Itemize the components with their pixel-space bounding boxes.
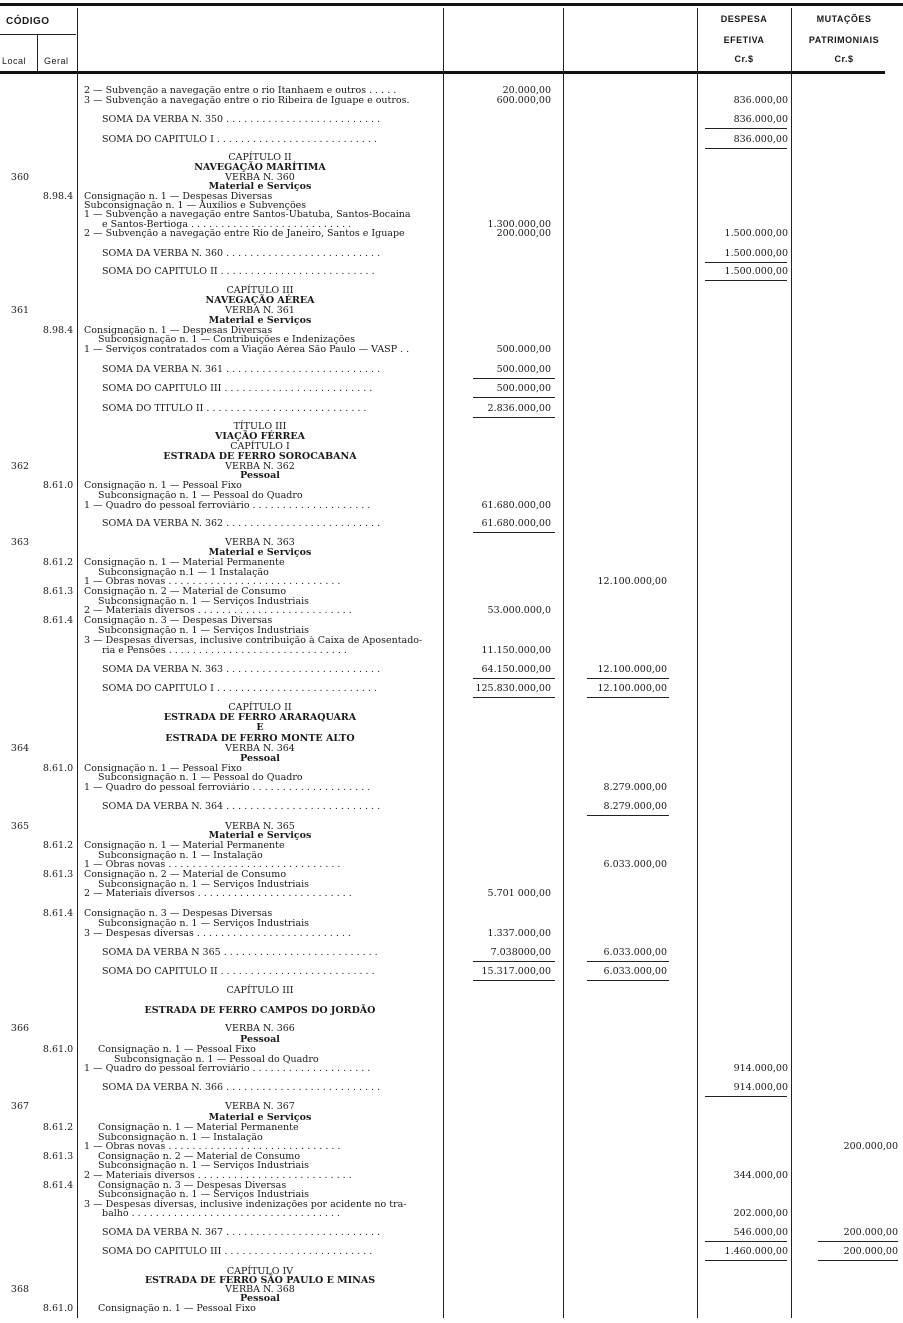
amount-col1: 5.701 000,00 <box>487 888 551 899</box>
line-description: Subconsignação n. 1 — Serviços Industriais <box>98 597 310 607</box>
section-heading: CAPÍTULO I <box>230 441 290 452</box>
subtotal-rule <box>818 1260 898 1261</box>
amount-col3: 914.000,00 <box>733 1063 788 1074</box>
subtotal-label: SOMA DA VERBA N. 363 . . . . . . . . . . . . . . . . . . . . . . . . . . <box>102 665 381 675</box>
rule-desc-col1 <box>443 8 444 1318</box>
section-heading: E <box>256 722 264 733</box>
section-heading: Material e Serviços <box>208 315 312 326</box>
amount-col3: 1.460.000,00 <box>724 1246 788 1257</box>
rule-local-geral <box>37 34 38 71</box>
local-code: 360 <box>10 172 30 183</box>
subtotal-rule <box>473 417 555 418</box>
subtotal-label: SOMA DA VERBA N. 366 . . . . . . . . . . . . . . . . . . . . . . . . . . <box>102 1083 381 1093</box>
subtotal-rule <box>818 1241 898 1242</box>
section-heading: CAPÍTULO IV <box>226 1266 294 1277</box>
amount-col1: 1.337.000,00 <box>487 928 551 939</box>
line-description: 2 — Materiais diversos . . . . . . . . . . . . . . . . . . . . . . . . . . <box>84 606 352 616</box>
amount-col1: 11.150.000,00 <box>481 645 551 656</box>
amount-col3: 836.000,00 <box>733 95 788 106</box>
local-code: 366 <box>10 1023 30 1034</box>
amount-col3: 836.000,00 <box>733 134 788 145</box>
section-heading: Pessoal <box>240 1034 280 1045</box>
despesa-header-currency: Cr.$ <box>734 54 754 64</box>
section-heading: CAPÍTULO II <box>228 702 292 713</box>
subtotal-label: SOMA DA VERBA N. 350 . . . . . . . . . . . . . . . . . . . . . . . . . . <box>102 115 381 125</box>
line-description: 1 — Obras novas . . . . . . . . . . . . . . . . . . . . . . . . . . . . . <box>84 1142 341 1152</box>
geral-code: 8.61.2 <box>42 557 74 568</box>
geral-code: 8.61.2 <box>42 1122 74 1133</box>
line-description: 2 — Subvenção a navegação entre Rio de Janeiro, Santos e Iguape <box>84 229 405 239</box>
line-description: 2 — Materiais diversos . . . . . . . . . . . . . . . . . . . . . . . . . . <box>84 889 352 899</box>
line-description: 1 — Quadro do pessoal ferroviário . . . . . . . . . . . . . . . . . . . . <box>84 1064 371 1074</box>
mutacoes-header-line1: MUTAÇÕES <box>816 14 872 24</box>
amount-col1: 15.317.000,00 <box>481 966 551 977</box>
line-description: Consignação n. 3 — Despesas Diversas <box>84 616 273 626</box>
rule-despesa-mutacoes <box>791 8 792 1318</box>
line-description: Subconsignação n. 1 — Serviços Industriais <box>98 1190 310 1200</box>
subtotal-label: SOMA DO CAPÍTULO II . . . . . . . . . . . . . . . . . . . . . . . . . . <box>102 967 375 977</box>
line-description: 3 — Despesas diversas . . . . . . . . . . . . . . . . . . . . . . . . . . <box>84 929 351 939</box>
subtotal-label: SOMA DA VERBA N. 367 . . . . . . . . . . . . . . . . . . . . . . . . . . <box>102 1228 381 1238</box>
geral-code: 8.61.3 <box>42 1151 74 1162</box>
geral-code: 8.61.4 <box>42 615 74 626</box>
subtotal-rule <box>705 148 787 149</box>
amount-col1: 20.000,00 <box>502 85 551 96</box>
line-description: Consignação n. 1 — Pessoal Fixo <box>98 1304 256 1314</box>
section-heading: VERBA N. 364 <box>225 743 295 754</box>
line-description: Consignação n. 2 — Material de Consumo <box>98 1152 301 1162</box>
line-description: 1 — Subvenção a navegação entre Santos-Ubatuba, Santos-Bocaina <box>84 210 411 220</box>
geral-header: Geral <box>44 56 69 66</box>
geral-code: 8.98.4 <box>42 325 74 336</box>
subtotal-rule <box>473 678 555 679</box>
amount-col3: 344.000,00 <box>733 1170 788 1181</box>
geral-code: 8.61.2 <box>42 840 74 851</box>
line-description: 3 — Subvenção a navegação entre o rio Ribeira de Iguape e outros. <box>84 96 410 106</box>
subtotal-rule <box>473 532 555 533</box>
amount-col1: 61.680.000,00 <box>481 500 551 511</box>
subtotal-label: SOMA DO CAPÍTULO III . . . . . . . . . . . . . . . . . . . . . . . . . <box>102 1247 373 1257</box>
line-description: Subconsignação n.1 — 1 Instalação <box>98 568 269 578</box>
line-description: ria e Pensões . . . . . . . . . . . . . . . . . . . . . . . . . . . . . . <box>102 646 347 656</box>
line-description: Subconsignação n. 1 — Serviços Industriais <box>98 919 310 929</box>
amount-col1: 600.000,00 <box>496 95 551 106</box>
rule-col1-col2 <box>563 8 564 1318</box>
line-description: Subconsignação n. 1 — Contribuições e Indenizações <box>98 335 355 345</box>
mutacoes-header-line2: PATRIMONIAIS <box>808 35 880 45</box>
subtotal-rule <box>587 697 669 698</box>
line-description: 3 — Despesas diversas, inclusive indenizações por acidente no tra- <box>84 1200 407 1210</box>
line-description: Consignação n. 3 — Despesas Diversas <box>98 1181 287 1191</box>
local-code: 362 <box>10 461 30 472</box>
geral-code: 8.61.0 <box>42 763 74 774</box>
section-heading: NAVEGAÇÃO AÉREA <box>205 295 315 306</box>
subtotal-rule <box>705 1260 787 1261</box>
amount-col1: 7.038000,00 <box>490 947 551 958</box>
local-code: 363 <box>10 537 30 548</box>
amount-col2: 6.033.000,00 <box>603 947 667 958</box>
amount-col1: 61.680.000,00 <box>481 518 551 529</box>
line-description: 3 — Despesas diversas, inclusive contribuição à Caixa de Aposentado- <box>84 636 423 646</box>
geral-code: 8.61.0 <box>42 1303 74 1314</box>
rule-col2-despesa <box>697 8 698 1318</box>
line-description: Consignação n. 1 — Pessoal Fixo <box>84 481 242 491</box>
subtotal-label: SOMA DO CAPÍTULO II . . . . . . . . . . . . . . . . . . . . . . . . . . <box>102 267 375 277</box>
line-description: 1 — Obras novas . . . . . . . . . . . . . . . . . . . . . . . . . . . . . <box>84 860 341 870</box>
subtotal-rule <box>705 1241 787 1242</box>
subtotal-label: SOMA DA VERBA N. 360 . . . . . . . . . . . . . . . . . . . . . . . . . . <box>102 249 381 259</box>
amount-col1: 500.000,00 <box>496 364 551 375</box>
line-description: Subconsignação n. 1 — Serviços Industriais <box>98 1161 310 1171</box>
subtotal-rule <box>587 961 669 962</box>
section-heading: TÍTULO III <box>233 421 287 432</box>
geral-code: 8.98.4 <box>42 191 74 202</box>
line-description: Consignação n. 2 — Material de Consumo <box>84 870 287 880</box>
line-description: 1 — Obras novas . . . . . . . . . . . . . . . . . . . . . . . . . . . . . <box>84 577 341 587</box>
section-heading: ESTRADA DE FERRO MONTE ALTO <box>165 733 355 744</box>
section-heading: CAPÍTULO III <box>226 285 294 296</box>
section-heading: CAPÍTULO II <box>228 152 292 163</box>
section-heading: VERBA N. 367 <box>225 1101 295 1112</box>
local-code: 361 <box>10 305 30 316</box>
amount-col3: 914.000,00 <box>733 1082 788 1093</box>
amount-col2: 6.033.000,00 <box>603 859 667 870</box>
section-heading: Material e Serviços <box>208 830 312 841</box>
subtotal-label: SOMA DO CAPÍTULO I . . . . . . . . . . . . . . . . . . . . . . . . . . . <box>102 135 377 145</box>
section-heading: VERBA N. 365 <box>225 821 295 832</box>
subtotal-label: SOMA DO CAPÍTULO III . . . . . . . . . . . . . . . . . . . . . . . . . <box>102 384 373 394</box>
section-heading: CAPÍTULO III <box>226 985 294 996</box>
amount-col1: 500.000,00 <box>496 383 551 394</box>
local-code: 368 <box>10 1284 30 1295</box>
line-description: Consignação n. 1 — Pessoal Fixo <box>84 764 242 774</box>
amount-col2: 12.100.000,00 <box>597 576 667 587</box>
section-heading: VERBA N. 360 <box>225 172 295 183</box>
subtotal-rule <box>473 980 555 981</box>
line-description: Consignação n. 1 — Despesas Diversas <box>84 192 273 202</box>
subtotal-rule <box>473 961 555 962</box>
line-description: Consignação n. 3 — Despesas Diversas <box>84 909 273 919</box>
subtotal-label: SOMA DA VERBA N 365 . . . . . . . . . . . . . . . . . . . . . . . . . . <box>102 948 378 958</box>
amount-col3: 1.500.000,00 <box>724 228 788 239</box>
amount-col4: 200.000,00 <box>843 1141 898 1152</box>
subtotal-label: SOMA DA VERBA N. 361 . . . . . . . . . . . . . . . . . . . . . . . . . . <box>102 365 381 375</box>
amount-col2: 6.033.000,00 <box>603 966 667 977</box>
line-description: Subconsignação n. 1 — Instalação <box>98 851 263 861</box>
section-heading: VERBA N. 368 <box>225 1284 295 1295</box>
amount-col3: 546.000,00 <box>733 1227 788 1238</box>
amount-col2: 8.279.000,00 <box>603 801 667 812</box>
section-heading: ESTRADA DE FERRO SÃO PAULO E MINAS <box>144 1275 376 1286</box>
local-code: 364 <box>10 743 30 754</box>
section-heading: Pessoal <box>240 753 280 764</box>
line-description: Consignação n. 1 — Despesas Diversas <box>84 326 273 336</box>
subtotal-rule <box>587 678 669 679</box>
geral-code: 8.61.3 <box>42 869 74 880</box>
subtotal-rule <box>705 128 787 129</box>
line-description: 2 — Subvenção a navegação entre o rio Itanhaem e outros . . . . . <box>84 86 397 96</box>
section-heading: ESTRADA DE FERRO ARARAQUARA <box>163 712 357 723</box>
local-header: Local <box>2 56 27 66</box>
subtotal-rule <box>587 980 669 981</box>
line-description: Subconsignação n. 1 — Pessoal do Quadro <box>114 1055 319 1065</box>
section-heading: VERBA N. 361 <box>225 305 295 316</box>
amount-col1: 500.000,00 <box>496 344 551 355</box>
local-code: 365 <box>10 821 30 832</box>
line-description: Subconsignação n. 1 — Pessoal do Quadro <box>98 491 303 501</box>
section-heading: VERBA N. 363 <box>225 537 295 548</box>
subtotal-rule <box>705 280 787 281</box>
amount-col3: 1.500.000,00 <box>724 248 788 259</box>
amount-col2: 12.100.000,00 <box>597 664 667 675</box>
subtotal-rule <box>587 815 669 816</box>
section-heading: ESTRADA DE FERRO CAMPOS DO JORDÃO <box>144 1005 376 1016</box>
geral-code: 8.61.4 <box>42 1180 74 1191</box>
line-description: e Santos-Bertioga . . . . . . . . . . . . . . . . . . . . . . . . . . . <box>102 220 352 230</box>
line-description: Consignação n. 1 — Material Permanente <box>98 1123 299 1133</box>
subtotal-rule <box>473 378 555 379</box>
line-description: 1 — Quadro do pessoal ferroviário . . . . . . . . . . . . . . . . . . . . <box>84 783 371 793</box>
line-description: 1 — Serviços contratados com a Viação Aérea São Paulo — VASP . . <box>84 345 410 355</box>
amount-col1: 53.000.000,0 <box>487 605 551 616</box>
line-description: Subconsignação n. 1 — Serviços Industriais <box>98 626 310 636</box>
section-heading: VIAÇÃO FÉRREA <box>214 431 306 442</box>
section-heading: Pessoal <box>240 1293 280 1304</box>
amount-col2: 12.100.000,00 <box>597 683 667 694</box>
subtotal-rule <box>473 397 555 398</box>
line-description: Subconsignação n. 1 — Instalação <box>98 1133 263 1143</box>
subtotal-rule <box>705 1096 787 1097</box>
section-heading: Pessoal <box>240 470 280 481</box>
subtotal-rule <box>473 697 555 698</box>
despesa-header-line1: DESPESA <box>720 14 768 24</box>
line-description: Consignação n. 2 — Material de Consumo <box>84 587 287 597</box>
geral-code: 8.61.0 <box>42 480 74 491</box>
subtotal-rule <box>705 262 787 263</box>
amount-col3: 1.500.000,00 <box>724 266 788 277</box>
subtotal-label: SOMA DA VERBA N. 362 . . . . . . . . . . . . . . . . . . . . . . . . . . <box>102 519 381 529</box>
section-heading: VERBA N. 362 <box>225 461 295 472</box>
mutacoes-header-currency: Cr.$ <box>834 54 854 64</box>
section-heading: Material e Serviços <box>208 547 312 558</box>
line-description: 2 — Materiais diversos . . . . . . . . . . . . . . . . . . . . . . . . . . <box>84 1171 352 1181</box>
subtotal-label: SOMA DO TÍTULO II . . . . . . . . . . . . . . . . . . . . . . . . . . . <box>102 404 367 414</box>
line-description: Consignação n. 1 — Material Permanente <box>84 841 285 851</box>
geral-code: 8.61.3 <box>42 586 74 597</box>
section-heading: NAVEGAÇÃO MARÍTIMA <box>194 162 326 173</box>
section-heading: VERBA N. 366 <box>225 1023 295 1034</box>
section-heading: ESTRADA DE FERRO SOROCABANA <box>163 451 357 462</box>
amount-col4: 200.000,00 <box>843 1246 898 1257</box>
top-rule <box>0 3 903 6</box>
codigo-header: CÓDIGO <box>6 16 50 27</box>
amount-col1: 2.836.000,00 <box>487 403 551 414</box>
amount-col1: 1.300.000,00 <box>487 219 551 230</box>
amount-col1: 125.830.000,00 <box>475 683 551 694</box>
line-description: Consignação n. 1 — Material Permanente <box>84 558 285 568</box>
despesa-header-line2: EFETIVA <box>723 35 765 45</box>
amount-col1: 64.150.000,00 <box>481 664 551 675</box>
line-description: Consignação n. 1 — Pessoal Fixo <box>98 1045 256 1055</box>
section-heading: Material e Serviços <box>208 1112 312 1123</box>
line-description: 1 — Quadro do pessoal ferroviário . . . . . . . . . . . . . . . . . . . . <box>84 501 371 511</box>
line-description: Subconsignação n. 1 — Pessoal do Quadro <box>98 773 303 783</box>
subtotal-label: SOMA DA VERBA N. 364 . . . . . . . . . . . . . . . . . . . . . . . . . . <box>102 802 381 812</box>
rule-geral-desc <box>77 8 78 1318</box>
line-description: Subconsignação n. 1 — Auxílios e Subvenções <box>84 201 307 211</box>
subtotal-label: SOMA DO CAPÍTULO I . . . . . . . . . . . . . . . . . . . . . . . . . . . <box>102 684 377 694</box>
line-description: balho . . . . . . . . . . . . . . . . . . . . . . . . . . . . . . . . . . . <box>102 1209 341 1219</box>
amount-col3: 836.000,00 <box>733 114 788 125</box>
geral-code: 8.61.4 <box>42 908 74 919</box>
line-description: Subconsignação n. 1 — Serviços Industriais <box>98 880 310 890</box>
local-code: 367 <box>10 1101 30 1112</box>
amount-col3: 202.000,00 <box>733 1208 788 1219</box>
amount-col4: 200.000,00 <box>843 1227 898 1238</box>
section-heading: Material e Serviços <box>208 181 312 192</box>
amount-col2: 8.279.000,00 <box>603 782 667 793</box>
geral-code: 8.61.0 <box>42 1044 74 1055</box>
amount-col1: 200.000,00 <box>496 228 551 239</box>
